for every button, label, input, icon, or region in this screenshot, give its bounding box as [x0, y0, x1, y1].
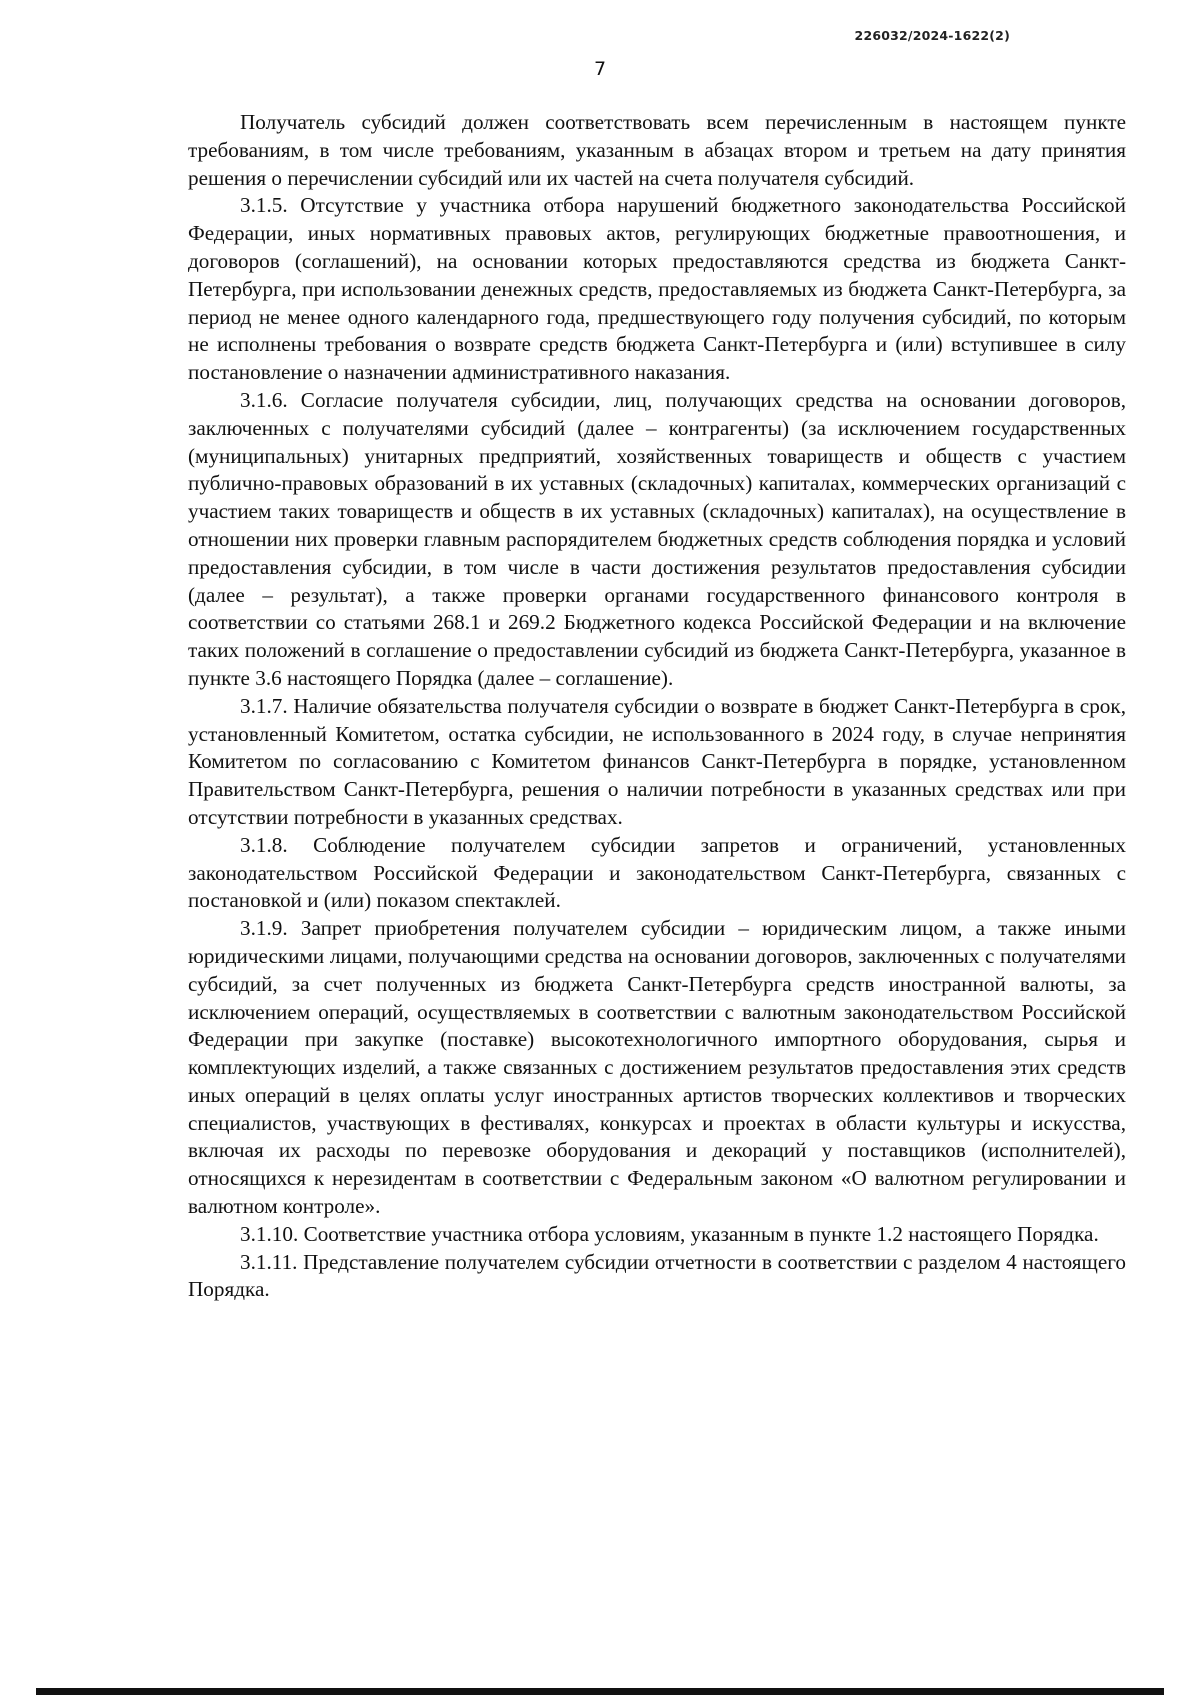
paragraph-recipient-requirements: Получатель субсидий должен соответствовать всем перечисленным в настоящем пункте требованиям, в том числе требованиям, указанным в абзацах втором и третьем на дату принятия решения о перечислении субсидий или их частей на счета получателя субсидий.	[188, 110, 1126, 190]
paragraph-3-1-11: 3.1.11. Представление получателем субсидии отчетности в соответствии с разделом 4 настоящего Порядка.	[188, 1249, 1126, 1302]
document-body	[188, 109, 1126, 1304]
scan-edge-line	[36, 1688, 1164, 1695]
page-number: 7	[593, 58, 607, 80]
paragraph-3-1-10: 3.1.10. Соответствие участника отбора условиям, указанным в пункте 1.2 настоящего Порядка.	[240, 1221, 1099, 1246]
paragraph-3-1-8: 3.1.8. Соблюдение получателем субсидии запретов и ограничений, установленных законодательством Российской Федерации и законодательством Санкт-Петербурга, связанных с постановкой и (или) показом спектаклей.	[188, 832, 1126, 913]
paragraph-3-1-6: 3.1.6. Согласие получателя субсидии, лиц, получающих средства на основании договоров, заключенных с получателями субсидий (далее – контрагенты) (за исключением государственных (муниципальных) унитарных предприятий, хозяйственных товариществ и обществ с участием публично-правовых образований в их уставных (складочных) капиталах, коммерческих организаций с участием таких товариществ и обществ в их уставных (складочных) капиталах), на осуществление в отношении них проверки главным распорядителем бюджетных средств соблюдения порядка и условий предоставления субсидии, в том числе в части достижения результатов предоставления субсидии (далее – результат), а также проверки органами государственного финансового контроля в соответствии со статьями 268.1 и 269.2 Бюджетного кодекса Российской Федерации и на включение таких положений в соглашение о предоставлении субсидий из бюджета Санкт-Петербурга, указанное в пункте 3.6 настоящего Порядка (далее – соглашение).	[188, 387, 1126, 690]
document-number: 226032/2024-1622(2)	[854, 28, 1010, 43]
paragraph-3-1-5: 3.1.5. Отсутствие у участника отбора нарушений бюджетного законодательства Российской Федерации, иных нормативных правовых актов, регулирующих бюджетные правоотношения, и договоров (соглашений), на основании которых предоставляются средства из бюджета Санкт-Петербурга, при использовании денежных средств, предоставляемых из бюджета Санкт-Петербурга, за период не менее одного календарного года, предшествующего году получения субсидий, по которым не исполнены требования о возврате средств бюджета Санкт-Петербурга и (или) вступившее в силу постановление о назначении административного наказания.	[188, 193, 1126, 385]
paragraph-3-1-7: 3.1.7. Наличие обязательства получателя субсидии о возврате в бюджет Санкт-Петербурга в срок, установленный Комитетом, остатка субсидии, не использованного в 2024 году, в случае непринятия Комитетом по согласованию с Комитетом финансов Санкт-Петербурга в порядке, установленном Правительством Санкт-Петербурга, решения о наличии потребности в указанных средствах или при отсутствии потребности в указанных средствах.	[188, 693, 1126, 829]
paragraph-3-1-9: 3.1.9. Запрет приобретения получателем субсидии – юридическим лицом, а также иными юридическими лицами, получающими средства на основании договоров, заключенных с получателями субсидий, за счет полученных из бюджета Санкт-Петербурга средств иностранной валюты, за исключением операций, осуществляемых в соответствии с валютным законодательством Российской Федерации при закупке (поставке) высокотехнологичного импортного оборудования, сырья и комплектующих изделий, а также связанных с достижением результатов предоставления этих средств иных операций в целях оплаты услуг иностранных артистов творческих коллективов и творческих специалистов, участвующих в фестивалях, конкурсах и проектах в области культуры и искусства, включая их расходы по перевозке оборудования и декораций у поставщиков (исполнителей), относящихся к нерезидентам в соответствии с Федеральным законом «О валютном регулировании и валютном контроле».	[188, 916, 1126, 1219]
